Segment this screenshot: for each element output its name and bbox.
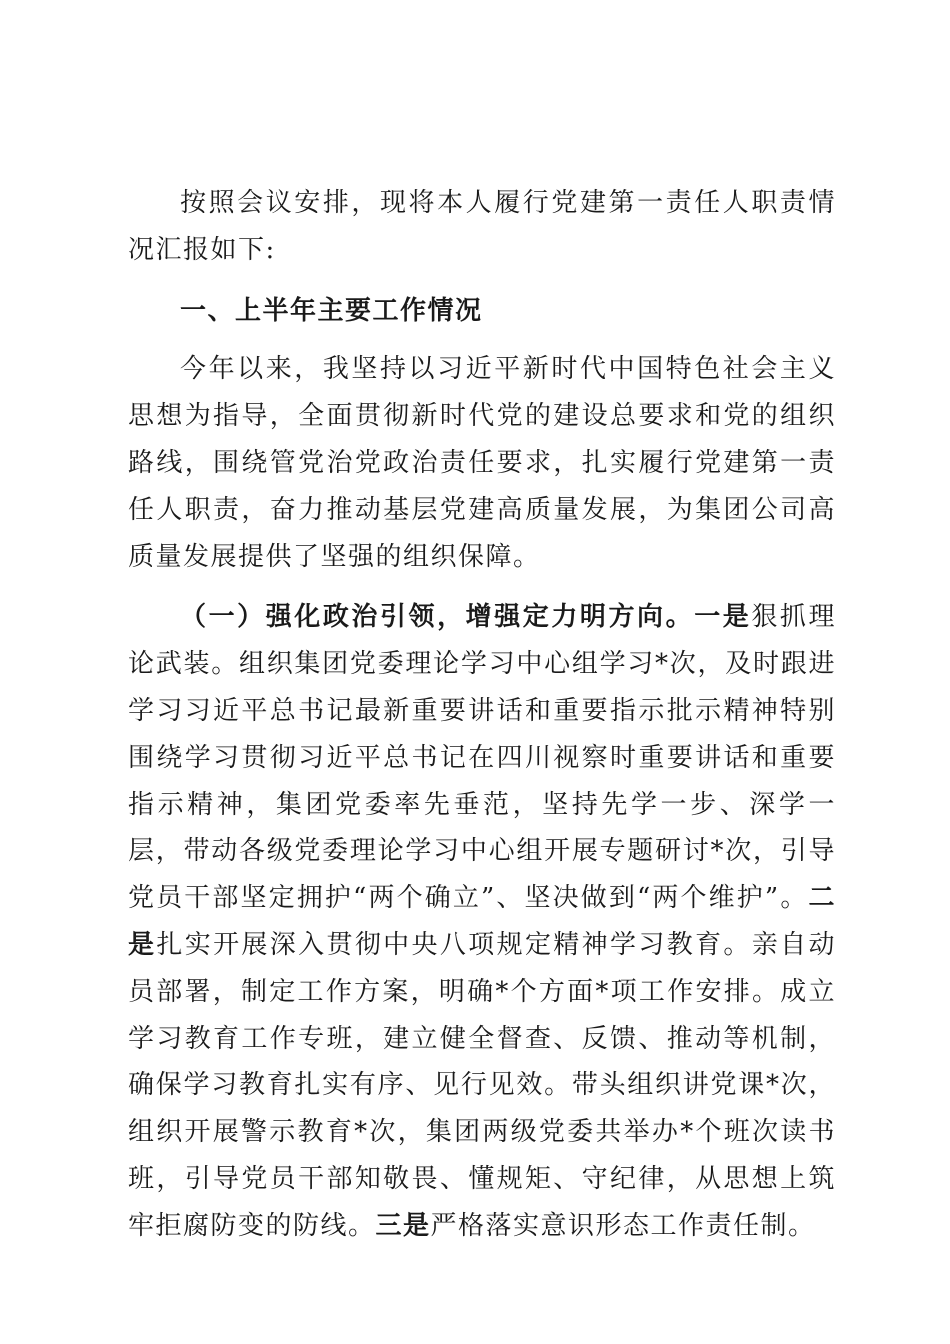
point-2-text: 扎实开展深入贯彻中央八项规定精神学习教育。亲自动员部署，制定工作方案，明确*个方面*项工作安排。成立学习教育工作专班，建立健全督查、反馈、推动等机制，确保学习教育扎实有序、见行见效。带头组织讲党课*次，组织开展警示教育*次，集团两级党委共举办*个班次读书班，引导党员干部知敬畏、懂规矩、守纪律，从思想上筑牢拒腐防变的防线。 xyxy=(128,929,836,1241)
intro-paragraph: 按照会议安排，现将本人履行党建第一责任人职责情况汇报如下: xyxy=(128,188,836,265)
point-3-label: 三是 xyxy=(375,1210,431,1241)
body-paragraph: 今年以来，我坚持以习近平新时代中国特色社会主义思想为指导，全面贯彻新时代党的建设总要求和党的组织路线，围绕管党治党政治责任要求，扎实履行党建第一责任人职责，奋力推动基层党建高质量发展，为集团公司高质量发展提供了坚强的组织保障。 xyxy=(128,354,836,572)
point-1-label: 一是 xyxy=(694,602,752,633)
subsection-title: （一）强化政治引领，增强定力明方向。 xyxy=(180,602,695,633)
point-3-text: 严格落实意识形态工作责任制。 xyxy=(430,1210,816,1241)
section-heading: 一、上半年主要工作情况 xyxy=(180,295,483,326)
subsection-paragraph xyxy=(128,594,836,1249)
document-page xyxy=(128,180,836,1250)
point-2-label: 二是 xyxy=(128,883,836,960)
point-1-text: 狠抓理论武装。组织集团党委理论学习中心组学习*次，及时跟进学习习近平总书记最新重要讲话和重要指示批示精神特别围绕学习贯彻习近平总书记在四川视察时重要讲话和重要指示精神，集团党委率先垂范，坚持先学一步、深学一层，带动各级党委理论学习中心组开展专题研讨*次，引导党员干部坚定拥护“两个确立”、坚决做到“两个维护”。 xyxy=(128,602,836,914)
